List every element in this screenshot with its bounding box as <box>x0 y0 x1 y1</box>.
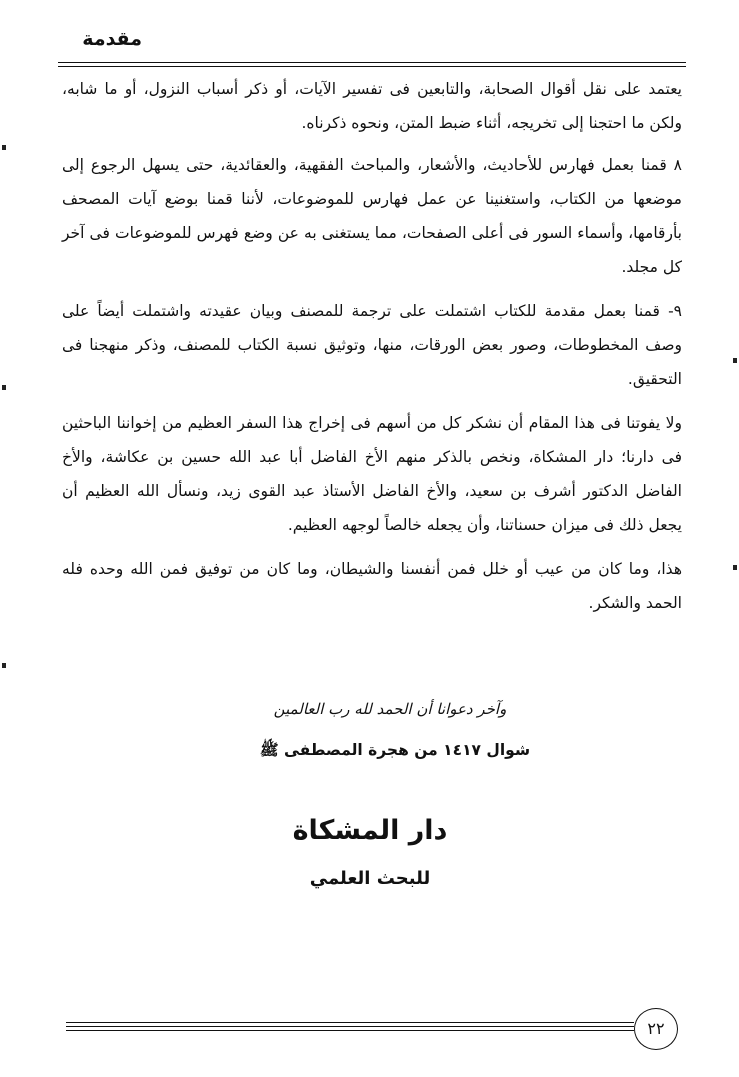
body-text <box>62 72 682 630</box>
chapter-title: مقدمة <box>82 28 142 50</box>
publisher-subtitle: للبحث العلمي <box>309 868 431 889</box>
header-rule <box>58 62 686 63</box>
list-item-8: ٨ قمنا بعمل فهارس للأحاديث، والأشعار، والمباحث الفقهية، والعقائدية، حتى يسهل الرجوع إلى موضعها من الكتاب، واستغنينا عن عمل فهارس للموضوعات، لأننا قمنا بوضع آيات المصحف بأرقامها، وأسماء السور فى أعلى الصفحات، مما يستغنى به عن وضع فهرس للموضوعات فى آخر كل مجلد. <box>62 156 682 276</box>
page-number: ٢٢ <box>634 1008 678 1050</box>
publisher-name: دار المشكاة <box>292 815 448 846</box>
list-item-9: ٩- قمنا بعمل مقدمة للكتاب اشتملت على ترجمة للمصنف وبيان عقيدته واشتملت أيضاً على وصف المخطوطات، وصور بعض الورقات، منها، وتوثيق نسبة الكتاب للمصنف، وذكر منهجنا فى التحقيق. <box>62 302 682 388</box>
footer-rule-thin <box>66 1026 634 1027</box>
scan-mark <box>733 358 737 363</box>
scan-mark <box>2 385 6 390</box>
scan-mark <box>2 663 6 668</box>
scan-mark <box>2 145 6 150</box>
scan-mark <box>733 565 737 570</box>
paragraph-continuation: يعتمد على نقل أقوال الصحابة، والتابعين فى تفسير الآيات، أو ذكر أسباب النزول، أو ما شابه، ولكن ما احتجنا إلى تخريجه، أثناء ضبط المتن، ونحوه ذكرناه. <box>62 80 682 132</box>
footer-rule <box>66 1022 634 1023</box>
footer-rule-bottom <box>66 1030 634 1031</box>
closing-prayer: وآخر دعوانا أن الحمد لله رب العالمين <box>273 700 507 718</box>
date-line: شوال ١٤١٧ من هجرة المصطفى ﷺ <box>259 741 531 759</box>
acknowledgement-paragraph: ولا يفوتنا فى هذا المقام أن نشكر كل من أسهم فى إخراج هذا السفر العظيم من إخواننا الباحثين فى دارنا؛ دار المشكاة، ونخص بالذكر منهم الأخ الفاضل أبا عبد الله حسين بن عكاشة، والأخ الفاضل الدكتور أشرف بن سعيد، والأخ الفاضل الأستاذ عبد القوى زيد، ونسأل الله العظيم أن يجعل ذلك فى ميزان حسناتنا، وأن يجعله خالصاً لوجهه العظيم. <box>62 414 682 534</box>
header-rule-thin <box>58 66 686 67</box>
closing-paragraph: هذا، وما كان من عيب أو خلل فمن أنفسنا والشيطان، وما كان من توفيق فمن الله وحده فله الحمد والشكر. <box>62 560 682 612</box>
